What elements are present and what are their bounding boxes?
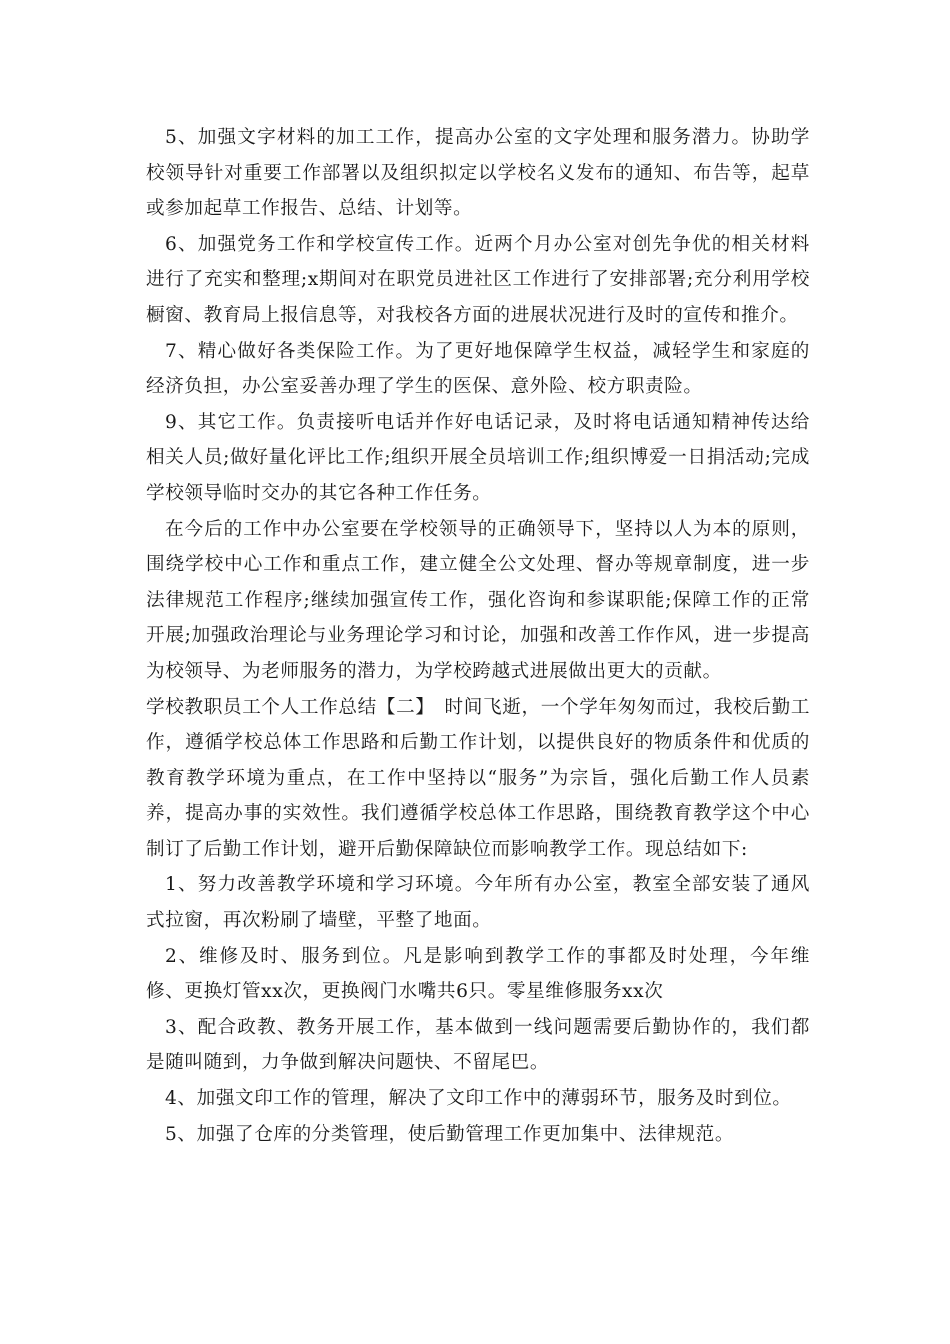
list-item-cooperation: 3、配合政教、教务开展工作，基本做到一线问题需要后勤协作的，我们都是随叫随到，力争做到解决问题快、不留尾巴。 xyxy=(146,1016,810,1074)
paragraph-insurance: 7、精心做好各类保险工作。为了更好地保障学生权益，减轻学生和家庭的经济负担，办公室妥善办理了学生的医保、意外险、校方职责险。 xyxy=(146,340,810,398)
list-item-maintenance: 2、维修及时、服务到位。凡是影响到教学工作的事都及时处理，今年维修、更换灯管xx次，更换阀门水嘴共6只。零星维修服务xx次 xyxy=(146,945,810,1003)
list-item-environment: 1、努力改善教学环境和学习环境。今年所有办公室，教室全部安装了通风式拉窗，再次粉刷了墙壁，平整了地面。 xyxy=(146,874,810,932)
list-item-printing: 4、加强文印工作的管理，解决了文印工作中的薄弱环节，服务及时到位。 xyxy=(165,1088,792,1110)
section-heading: 学校教职员工个人工作总结【二】 xyxy=(146,696,426,718)
paragraph-party-publicity: 6、加强党务工作和学校宣传工作。近两个月办公室对创先争优的相关材料进行了充实和整理;x期间对在职党员进社区工作进行了安排部署;充分利用学校橱窗、教育局上报信息等，对我校各方面的进展状况进行及时的宣传和推介。 xyxy=(146,233,810,326)
paragraph-future-work: 在今后的工作中办公室要在学校领导的正确领导下，坚持以人为本的原则，围绕学校中心工作和重点工作，建立健全公文处理、督办等规章制度，进一步法律规范工作程序;继续加强宣传工作，强化咨询和参谋职能;保障工作的正常开展;加强政治理论与业务理论学习和讨论，加强和改善工作作风，进一步提高为校领导、为老师服务的潜力，为学校跨越式进展做出更大的贡献。 xyxy=(146,518,810,682)
section-body: 时间飞逝，一个学年匆匆而过，我校后勤工作，遵循学校总体工作思路和后勤工作计划，以提供良好的物质条件和优质的教育教学环境为重点，在工作中坚持以“服务”为宗旨，强化后勤工作人员素养，提高办事的实效性。我们遵循学校总体工作思路，围绕教育教学这个中心制订了后勤工作计划，避开后勤保障缺位而影响教学工作。现总结如下: xyxy=(146,696,811,860)
paragraph-other-work: 9、其它工作。负责接听电话并作好电话记录，及时将电话通知精神传达给相关人员;做好量化评比工作;组织开展全员培训工作;组织博爱一日捐活动;完成学校领导临时交办的其它各种工作任务。 xyxy=(146,411,810,504)
section-separator xyxy=(425,697,444,718)
section-two xyxy=(146,690,810,868)
document-page xyxy=(146,120,810,1152)
paragraph-text-processing: 5、加强文字材料的加工工作，提高办公室的文字处理和服务潜力。协助学校领导针对重要工作部署以及组织拟定以学校名义发布的通知、布告等，起草或参加起草工作报告、总结、计划等。 xyxy=(146,127,810,220)
list-item-warehouse: 5、加强了仓库的分类管理，使后勤管理工作更加集中、法律规范。 xyxy=(165,1123,735,1145)
